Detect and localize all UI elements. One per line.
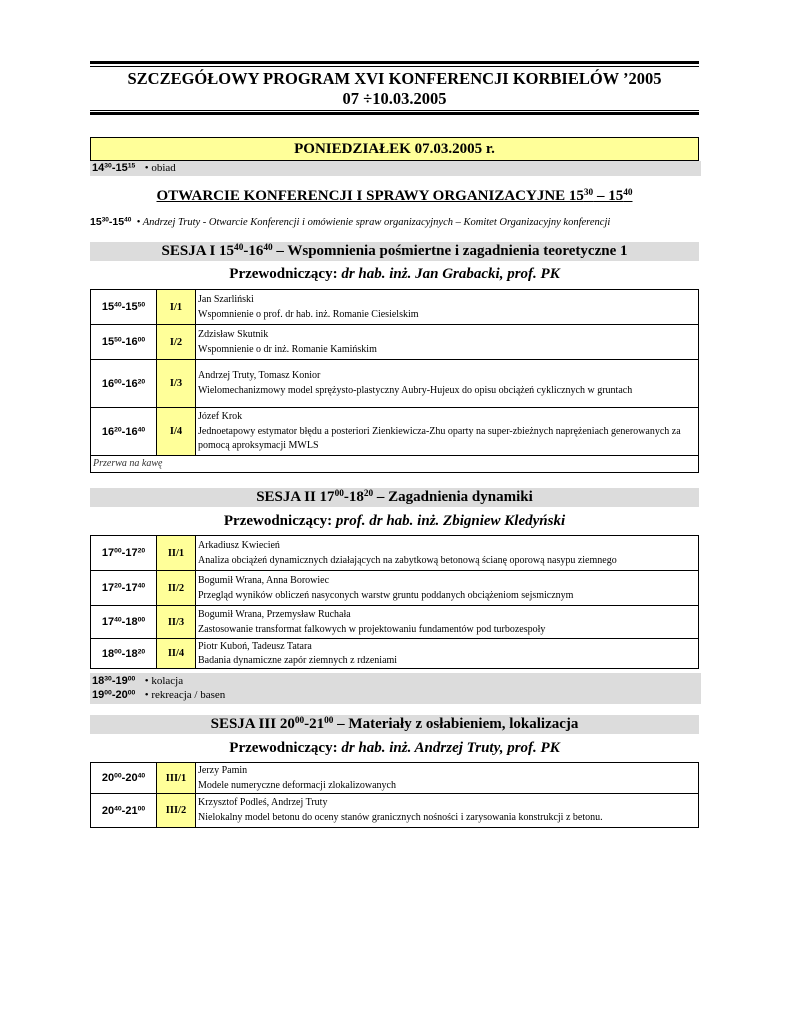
talk-authors: Zdzisław Skutnik bbox=[198, 328, 269, 340]
table-row bbox=[91, 536, 699, 571]
dinner-row bbox=[92, 674, 701, 688]
talk-time: $17^{00}-17^{20}$ bbox=[91, 536, 157, 571]
evening-block bbox=[90, 673, 701, 704]
document-title: SZCZEGÓŁOWY PROGRAM XVI KONFERENCJI KORBIELÓW ’2005 bbox=[127, 69, 662, 88]
table-row bbox=[91, 763, 699, 794]
talk-title: Badania dynamiczne zapór ziemnych z rdzeniami bbox=[198, 654, 398, 666]
recreation-label: • rekreacja / basen bbox=[144, 689, 226, 701]
talk-details bbox=[196, 571, 699, 606]
opening-entry bbox=[90, 215, 790, 230]
talk-details bbox=[196, 325, 699, 360]
talk-time: $17^{40}-18^{00}$ bbox=[91, 606, 157, 639]
talk-details bbox=[196, 763, 699, 794]
table-row bbox=[91, 290, 699, 325]
dinner-label: • kolacja bbox=[144, 675, 184, 687]
talk-title: Modele numeryczne deformacji zlokalizowanych bbox=[198, 779, 396, 791]
opening-heading: OTWARCIE KONFERENCJI I SPRAWY ORGANIZACYJNE $15^{30} - 15^{40}$ bbox=[156, 187, 633, 204]
talk-authors: Jan Szarliński bbox=[198, 293, 254, 305]
opening-speaker: • Andrzej Truty bbox=[136, 217, 201, 228]
table-row bbox=[91, 606, 699, 639]
bottom-rule bbox=[90, 112, 699, 115]
session-2-chair: Przewodniczący: prof. dr hab. inż. Zbigniew Kledyński bbox=[223, 513, 566, 529]
table-row bbox=[91, 639, 699, 669]
document-dates: 07 ÷10.03.2005 bbox=[342, 89, 447, 108]
talk-code: II/1 bbox=[157, 536, 196, 571]
top-rule bbox=[90, 61, 699, 64]
talk-details bbox=[196, 360, 699, 408]
talk-time: $20^{40}-21^{00}$ bbox=[91, 794, 157, 828]
talk-code: I/3 bbox=[157, 360, 196, 408]
recreation-row bbox=[92, 688, 701, 702]
lunch-time: $14^{30}-15^{15}$ bbox=[92, 162, 136, 174]
talk-code: I/4 bbox=[157, 408, 196, 456]
top-rule-thin bbox=[90, 66, 699, 67]
session-1-table bbox=[90, 289, 699, 473]
session-2-table bbox=[90, 535, 699, 669]
table-row bbox=[91, 360, 699, 408]
talk-code: II/2 bbox=[157, 571, 196, 606]
table-row bbox=[91, 408, 699, 456]
talk-authors: Krzysztof Podleś, Andrzej Truty bbox=[198, 797, 328, 808]
talk-code: III/1 bbox=[157, 763, 196, 794]
talk-authors: Józef Krok bbox=[198, 411, 243, 422]
talk-code: II/4 bbox=[157, 639, 196, 669]
coffee-break: Przerwa na kawę bbox=[91, 456, 699, 473]
talk-authors: Bogumił Wrana, Anna Borowiec bbox=[198, 574, 330, 586]
talk-authors: Andrzej Truty, Tomasz Konior bbox=[198, 370, 321, 381]
session-3-chair: Przewodniczący: dr hab. inż. Andrzej Truty, prof. PK bbox=[229, 740, 560, 756]
talk-title: Analiza obciążeń dynamicznych działających na zabytkową betonową ścianę oporową nasypu ziemnego bbox=[198, 554, 617, 566]
talk-code: I/2 bbox=[157, 325, 196, 360]
talk-details bbox=[196, 290, 699, 325]
talk-details bbox=[196, 408, 699, 456]
talk-title: Nielokalny model betonu do oceny stanów granicznych nośności i zarysowania konstrukcji z betonu. bbox=[198, 812, 603, 823]
bottom-rule-thin bbox=[90, 110, 699, 111]
table-row bbox=[91, 571, 699, 606]
talk-title: Wspomnienie o dr inż. Romanie Kamińskim bbox=[198, 343, 377, 355]
recreation-time: $19^{00}-20^{00}$ bbox=[92, 689, 136, 701]
talk-details bbox=[196, 794, 699, 828]
talk-title: Wspomnienie o prof. dr hab. inż. Romanie Ciesielskim bbox=[198, 308, 419, 320]
talk-title: Przegląd wyników obliczeń nasyconych warstw gruntu poddanych obciążeniom sejsmicznym bbox=[198, 589, 574, 601]
talk-code: II/3 bbox=[157, 606, 196, 639]
talk-time: $16^{00}-16^{20}$ bbox=[91, 360, 157, 408]
talk-time: $20^{00}-20^{40}$ bbox=[91, 763, 157, 794]
talk-authors: Bogumił Wrana, Przemysław Ruchała bbox=[198, 608, 351, 620]
talk-title: Jednoetapowy estymator błędu a posteriori Zienkiewicza-Zhu oparty na super-zbieżnych naprężeniach generowanych za pomocą aproksymacji MWLS bbox=[198, 426, 681, 451]
dinner-time: $18^{30}-19^{00}$ bbox=[92, 675, 136, 687]
session-3-header: SESJA III $20^{00}-21^{00}$ – Materiały z osłabieniem, lokalizacja bbox=[90, 715, 699, 734]
talk-time: $15^{40}-15^{50}$ bbox=[91, 290, 157, 325]
talk-authors: Piotr Kuboń, Tadeusz Tatara bbox=[198, 640, 312, 652]
talk-authors: Arkadiusz Kwiecień bbox=[198, 539, 280, 551]
talk-authors: Jerzy Pamin bbox=[198, 764, 248, 776]
talk-time: $15^{50}-16^{00}$ bbox=[91, 325, 157, 360]
talk-time: $16^{20}-16^{40}$ bbox=[91, 408, 157, 456]
talk-details bbox=[196, 536, 699, 571]
day-header: PONIEDZIAŁEK 07.03.2005 r. bbox=[90, 137, 699, 161]
lunch-label: • obiad bbox=[144, 162, 176, 174]
table-row-break bbox=[91, 456, 699, 473]
session-1-header: SESJA I $15^{40}-16^{40}$ – Wspomnienia pośmiertne i zagadnienia teoretyczne 1 bbox=[90, 242, 699, 261]
session-3-table bbox=[90, 762, 699, 828]
talk-code: III/2 bbox=[157, 794, 196, 828]
talk-details bbox=[196, 606, 699, 639]
lunch-row bbox=[90, 161, 701, 176]
opening-description: - Otwarcie Konferencji i omówienie spraw organizacyjnych – Komitet Organizacyjny konferencji bbox=[200, 217, 611, 228]
talk-title: Zastosowanie transformat falkowych w projektowaniu fundamentów pod turbozespoły bbox=[198, 623, 546, 635]
talk-code: I/1 bbox=[157, 290, 196, 325]
talk-time: $17^{20}-17^{40}$ bbox=[91, 571, 157, 606]
talk-details bbox=[196, 639, 699, 669]
opening-time: $15^{30}-15^{40}$ bbox=[90, 216, 132, 228]
talk-time: $18^{00}-18^{20}$ bbox=[91, 639, 157, 669]
table-row bbox=[91, 794, 699, 828]
session-1-chair: Przewodniczący: dr hab. inż. Jan Grabacki, prof. PK bbox=[229, 266, 560, 282]
table-row bbox=[91, 325, 699, 360]
session-2-header: SESJA II $17^{00}-18^{20}$ – Zagadnienia dynamiki bbox=[90, 488, 699, 507]
talk-title: Wielomechanizmowy model sprężysto-plastyczny Aubry-Hujeux do opisu obciążeń cyklicznych w gruntach bbox=[198, 385, 633, 396]
